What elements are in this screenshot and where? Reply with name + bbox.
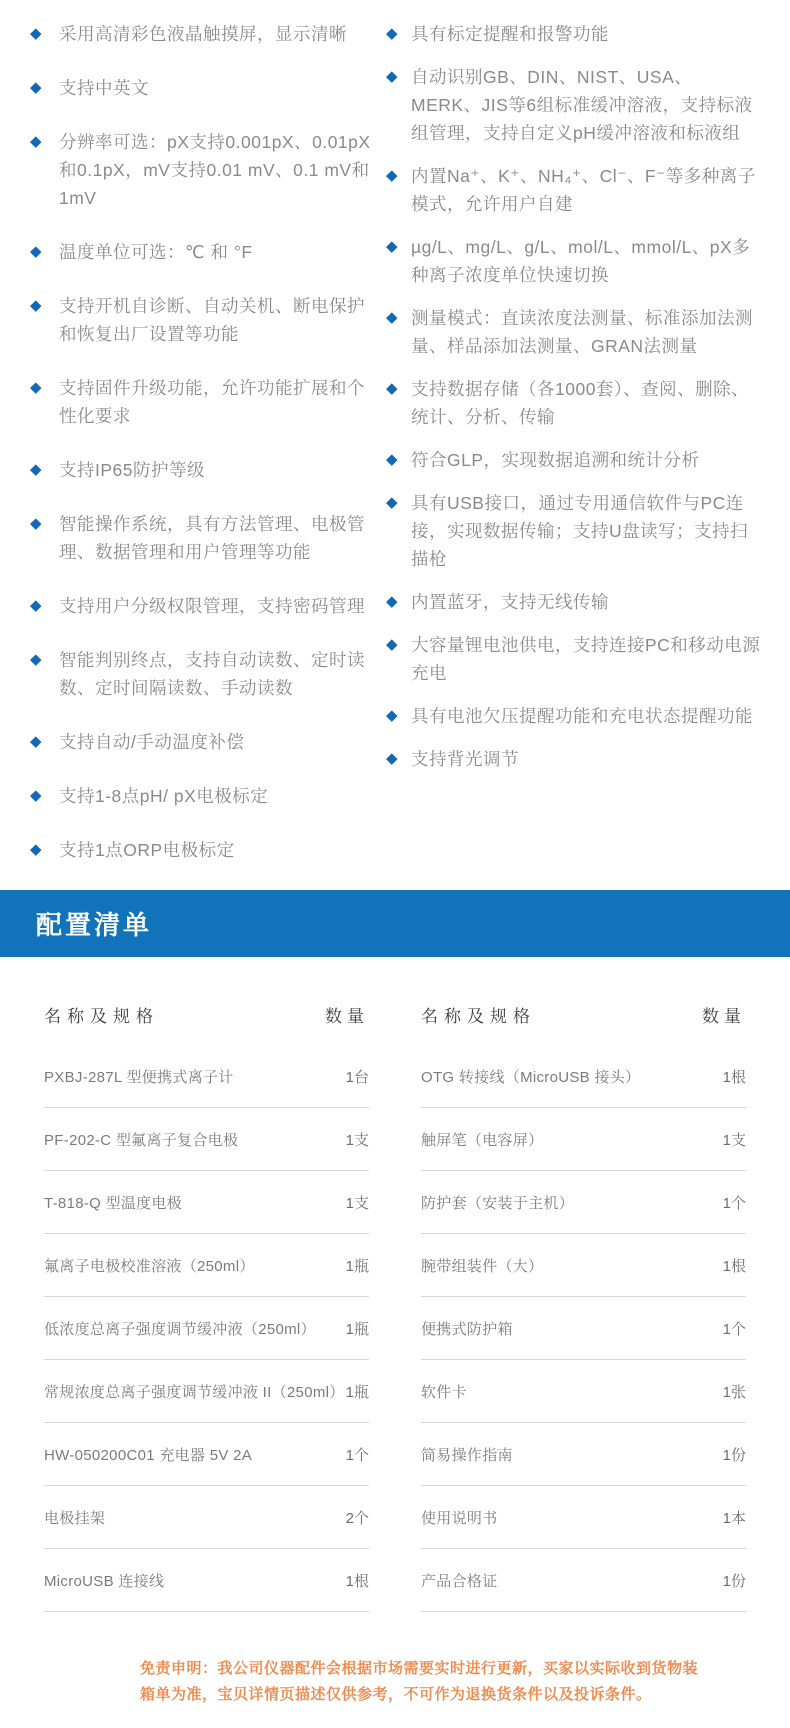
diamond-bullet-icon: ◆	[386, 750, 398, 767]
feature-text: 支持1点ORP电极标定	[59, 840, 235, 860]
item-name: PF-202-C 型氟离子复合电极	[44, 1131, 239, 1149]
item-qty: 1本	[722, 1509, 746, 1527]
config-table-right	[421, 983, 746, 1612]
feature-text: 温度单位可选：℃ 和 °F	[59, 242, 253, 262]
diamond-bullet-icon: ◆	[30, 841, 42, 858]
disclaimer-text: 免责申明：我公司仪器配件会根据市场需要实时进行更新，买家以实际收到货物装箱单为准，宝贝详情页描述仅供参考，不可作为退换货条件以及投诉条件。	[140, 1660, 699, 1703]
item-name: 便携式防护箱	[421, 1320, 513, 1338]
diamond-bullet-icon: ◆	[386, 636, 398, 653]
item-name: PXBJ-287L 型便携式离子计	[44, 1068, 234, 1086]
item-qty: 2个	[345, 1509, 369, 1527]
feature-text: 支持1-8点pH/ pX电极标定	[59, 786, 269, 806]
diamond-bullet-icon: ◆	[386, 68, 398, 85]
diamond-bullet-icon: ◆	[386, 167, 398, 184]
diamond-bullet-icon: ◆	[386, 707, 398, 724]
diamond-bullet-icon: ◆	[386, 380, 398, 397]
feature-item	[30, 456, 380, 484]
feature-item	[30, 374, 380, 430]
feature-item	[30, 238, 380, 266]
feature-item	[386, 702, 762, 730]
feature-text: 支持开机自诊断、自动关机、断电保护和恢复出厂设置等功能	[59, 296, 365, 344]
table-row	[421, 1549, 746, 1612]
feature-item	[386, 489, 762, 573]
feature-text: 支持自动/手动温度补偿	[59, 732, 245, 752]
table-header	[44, 983, 369, 1045]
item-qty: 1张	[722, 1383, 746, 1401]
table-row	[421, 1108, 746, 1171]
diamond-bullet-icon: ◆	[30, 787, 42, 804]
table-row	[44, 1234, 369, 1297]
diamond-bullet-icon: ◆	[30, 25, 42, 42]
configuration-tables	[0, 983, 790, 1612]
diamond-bullet-icon: ◆	[386, 309, 398, 326]
table-row	[44, 1297, 369, 1360]
item-name: OTG 转接线（MicroUSB 接头）	[421, 1068, 641, 1086]
feature-item	[386, 20, 762, 48]
feature-column-right	[386, 20, 762, 890]
item-qty: 1根	[722, 1257, 746, 1275]
feature-text: 大容量锂电池供电，支持连接PC和移动电源充电	[411, 635, 761, 683]
item-name: 触屏笔（电容屏）	[421, 1131, 544, 1149]
quantity-header: 数量	[702, 1006, 746, 1026]
feature-text: 支持中英文	[59, 78, 149, 98]
table-row	[44, 1549, 369, 1612]
table-row	[421, 1234, 746, 1297]
diamond-bullet-icon: ◆	[386, 238, 398, 255]
item-qty: 1根	[345, 1572, 369, 1590]
feature-item	[386, 588, 762, 616]
item-name: 使用说明书	[421, 1509, 498, 1527]
feature-text: 采用高清彩色液晶触摸屏，显示清晰	[59, 24, 347, 44]
diamond-bullet-icon: ◆	[30, 297, 42, 314]
feature-text: 分辨率可选：pX支持0.001pX、0.01pX和0.1pX，mV支持0.01 mV、0.1 mV和1mV	[59, 132, 371, 208]
feature-text: 支持用户分级权限管理，支持密码管理	[59, 596, 365, 616]
table-row	[44, 1045, 369, 1108]
feature-item	[386, 233, 762, 289]
table-row	[44, 1360, 369, 1423]
item-qty: 1份	[722, 1572, 746, 1590]
diamond-bullet-icon: ◆	[30, 651, 42, 668]
item-name: 腕带组装件（大）	[421, 1257, 544, 1275]
quantity-header: 数量	[325, 1006, 369, 1026]
table-row	[421, 1486, 746, 1549]
feature-text: 自动识别GB、DIN、NIST、USA、MERK、JIS等6组标准缓冲溶液，支持标液组管理，支持自定义pH缓冲溶液和标液组	[411, 67, 753, 143]
item-name: 常规浓度总离子强度调节缓冲液 II（250ml）	[44, 1383, 345, 1401]
item-qty: 1瓶	[345, 1383, 369, 1401]
feature-item	[30, 74, 380, 102]
feature-item	[30, 728, 380, 756]
diamond-bullet-icon: ◆	[30, 597, 42, 614]
feature-column-left	[30, 20, 380, 890]
feature-item	[386, 375, 762, 431]
feature-item	[386, 446, 762, 474]
diamond-bullet-icon: ◆	[30, 79, 42, 96]
diamond-bullet-icon: ◆	[30, 133, 42, 150]
feature-text: 内置Na⁺、K⁺、NH₄⁺、Cl⁻、F⁻等多种离子模式，允许用户自建	[411, 166, 756, 214]
feature-text: 智能判别终点，支持自动读数、定时读数、定时间隔读数、手动读数	[59, 650, 365, 698]
section-header-band	[0, 890, 790, 957]
item-qty: 1瓶	[345, 1320, 369, 1338]
feature-item	[386, 162, 762, 218]
item-name: 低浓度总离子强度调节缓冲液（250ml）	[44, 1320, 316, 1338]
feature-text: 支持IP65防护等级	[59, 460, 205, 480]
table-row	[421, 1297, 746, 1360]
item-name: MicroUSB 连接线	[44, 1572, 165, 1590]
diamond-bullet-icon: ◆	[386, 593, 398, 610]
item-name: 产品合格证	[421, 1572, 498, 1590]
feature-item	[30, 782, 380, 810]
item-name: 软件卡	[421, 1383, 467, 1401]
feature-text: 支持背光调节	[411, 749, 519, 769]
feature-item	[30, 20, 380, 48]
item-name: 防护套（安装于主机）	[421, 1194, 575, 1212]
item-qty: 1份	[722, 1446, 746, 1464]
diamond-bullet-icon: ◆	[30, 733, 42, 750]
feature-text: 符合GLP，实现数据追溯和统计分析	[411, 450, 700, 470]
table-row	[421, 1360, 746, 1423]
feature-text: 支持固件升级功能，允许功能扩展和个性化要求	[59, 378, 365, 426]
item-qty: 1根	[722, 1068, 746, 1086]
feature-text: 具有标定提醒和报警功能	[411, 24, 609, 44]
table-row	[44, 1486, 369, 1549]
feature-item	[30, 510, 380, 566]
item-qty: 1个	[722, 1194, 746, 1212]
diamond-bullet-icon: ◆	[386, 494, 398, 511]
item-name: HW-050200C01 充电器 5V 2A	[44, 1446, 253, 1464]
item-qty: 1个	[345, 1446, 369, 1464]
table-header	[421, 983, 746, 1045]
feature-text: 具有电池欠压提醒功能和充电状态提醒功能	[411, 706, 753, 726]
name-spec-header: 名称及规格	[44, 1006, 159, 1026]
table-row	[44, 1108, 369, 1171]
item-name: 简易操作指南	[421, 1446, 513, 1464]
diamond-bullet-icon: ◆	[386, 25, 398, 42]
feature-item	[30, 292, 380, 348]
feature-item	[30, 128, 380, 212]
feature-item	[30, 592, 380, 620]
feature-item	[386, 63, 762, 147]
item-name: T-818-Q 型温度电极	[44, 1194, 183, 1212]
item-name: 电极挂架	[44, 1509, 106, 1527]
diamond-bullet-icon: ◆	[30, 515, 42, 532]
item-qty: 1支	[345, 1194, 369, 1212]
feature-item	[30, 836, 380, 864]
diamond-bullet-icon: ◆	[30, 243, 42, 260]
diamond-bullet-icon: ◆	[386, 451, 398, 468]
table-row	[421, 1423, 746, 1486]
feature-text: 智能操作系统，具有方法管理、电极管理、数据管理和用户管理等功能	[59, 514, 365, 562]
config-table-left	[44, 983, 369, 1612]
item-qty: 1台	[345, 1068, 369, 1086]
feature-item	[386, 304, 762, 360]
item-qty: 1个	[722, 1320, 746, 1338]
diamond-bullet-icon: ◆	[30, 379, 42, 396]
feature-text: 测量模式：直读浓度法测量、标准添加法测量、样品添加法测量、GRAN法测量	[411, 308, 753, 356]
feature-text: 支持数据存储（各1000套）、查阅、删除、统计、分析、传输	[411, 379, 750, 427]
table-row	[44, 1171, 369, 1234]
item-qty: 1瓶	[345, 1257, 369, 1275]
feature-text: µg/L、mg/L、g/L、mol/L、mmol/L、pX多种离子浓度单位快速切换	[411, 237, 751, 285]
section-title: 配置清单	[36, 910, 153, 940]
table-row	[421, 1171, 746, 1234]
diamond-bullet-icon: ◆	[30, 461, 42, 478]
feature-item	[386, 745, 762, 773]
item-name: 氟离子电极校准溶液（250ml）	[44, 1257, 255, 1275]
feature-text: 内置蓝牙，支持无线传输	[411, 592, 609, 612]
feature-item	[30, 646, 380, 702]
table-row	[44, 1423, 369, 1486]
table-row	[421, 1045, 746, 1108]
feature-text: 具有USB接口，通过专用通信软件与PC连接，实现数据传输；支持U盘读写；支持扫描枪	[411, 493, 749, 569]
item-qty: 1支	[722, 1131, 746, 1149]
feature-item	[386, 631, 762, 687]
name-spec-header: 名称及规格	[421, 1006, 536, 1026]
item-qty: 1支	[345, 1131, 369, 1149]
